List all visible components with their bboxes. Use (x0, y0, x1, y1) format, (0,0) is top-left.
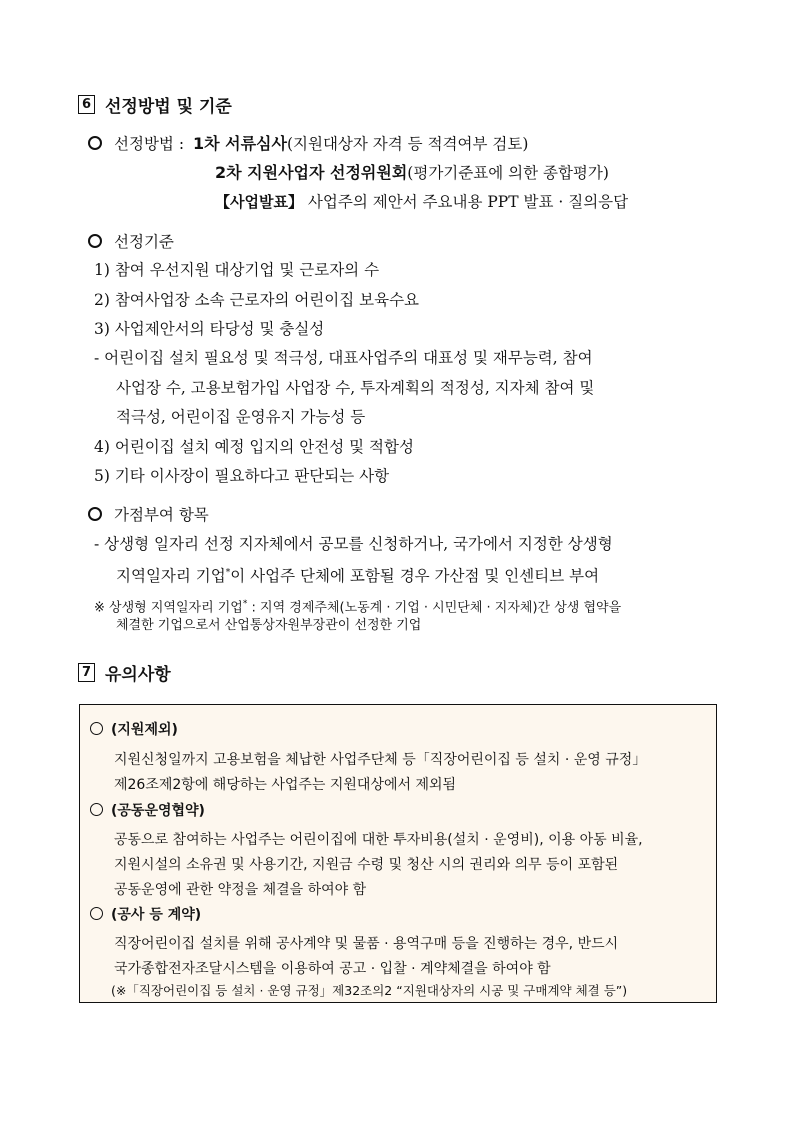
notice-box (79, 704, 717, 1003)
notice-heading-text: (공동운영협약) (111, 803, 205, 819)
criteria-item: 적극성, 어린이집 운영유지 가능성 등 (116, 408, 366, 426)
asterisk-superscript: * (242, 599, 248, 609)
circle-bullet-icon (88, 507, 102, 521)
section-6-title: 선정방법 및 기준 (105, 97, 232, 117)
section-number-box: 6 (78, 95, 95, 114)
circle-bullet-icon (88, 136, 102, 150)
method-step1-bold: 1차 서류심사 (192, 134, 287, 153)
bonus-line-1: - 상생형 일자리 선정 지자체에서 공모를 신청하거나, 국가에서 지정한 상생형 (94, 535, 613, 553)
notice-heading (90, 802, 205, 820)
notice-heading (90, 906, 201, 924)
notice-line: 공동운영에 관한 약정을 체결을 하여야 함 (114, 882, 367, 898)
section-7-heading (78, 660, 171, 685)
criteria-item: 3) 사업제안서의 타당성 및 충실성 (94, 320, 325, 338)
criteria-label-line (88, 232, 174, 252)
circle-bullet-icon (90, 907, 103, 920)
bonus-line-2 (116, 563, 599, 586)
notice-line: 지원신청일까지 고용보험을 체납한 사업주단체 등「직장어린이집 등 설치 · 운영 규정」 (114, 752, 647, 768)
method-step1-rest: (지원대상자 자격 등 적격여부 검토) (286, 135, 529, 153)
method-label: 선정방법 : (114, 135, 185, 153)
criteria-item: 5) 기타 이사장이 필요하다고 판단되는 사항 (94, 467, 390, 485)
asterisk-superscript: * (225, 568, 231, 578)
bonus-label: 가점부여 항목 (114, 506, 209, 524)
notice-heading-text: (공사 등 계약) (111, 907, 202, 923)
notice-line: 공동으로 참여하는 사업주는 어린이집에 대한 투자비용(설치 · 운영비), 이용 아동 비율, (114, 832, 643, 848)
method-step3-bold: 【사업발표】 (215, 193, 303, 211)
notice-line: 제26조제2항에 해당하는 사업주는 지원대상에서 제외됨 (114, 777, 457, 793)
method-line-2 (215, 163, 609, 183)
bonus-note-2: 체결한 기업으로서 산업통상자원부장관이 선정한 기업 (116, 618, 422, 633)
bonus-note-1a: ※ 상생형 지역일자리 기업 (94, 600, 243, 616)
method-step2-rest: (평가기준표에 의한 종합평가) (407, 164, 609, 182)
bonus-line-2a: 지역일자리 기업 (116, 567, 226, 586)
criteria-label: 선정기준 (114, 233, 174, 251)
notice-heading-text: (지원제외) (111, 722, 178, 738)
method-line-3 (215, 192, 628, 212)
bonus-line-2b: 이 사업주 단체에 포함될 경우 가산점 및 인센티브 부여 (230, 567, 600, 586)
method-line-1 (88, 134, 528, 154)
notice-footnote: (※「직장어린이집 등 설치 · 운영 규정」제32조의2 “지원대상자의 시공 및 구매계약 체결 등”) (111, 983, 628, 998)
method-step2-bold: 2차 지원사업자 선정위원회 (215, 163, 408, 182)
notice-line: 국가종합전자조달시스템을 이용하여 공고 · 입찰 · 계약체결을 하여야 함 (114, 961, 551, 977)
notice-line: 직장어린이집 설치를 위해 공사계약 및 물품 · 용역구매 등을 진행하는 경우, 반드시 (114, 936, 619, 952)
notice-heading (90, 721, 178, 739)
bonus-note-1b: : 지역 경제주체(노동계 · 기업 · 시민단체 · 지자체)간 상생 협약을 (247, 600, 622, 616)
bonus-note-1 (94, 594, 621, 618)
notice-line: 지원시설의 소유권 및 사용기간, 지원금 수령 및 청산 시의 권리와 의무 등이 포함된 (114, 857, 619, 873)
criteria-item: 4) 어린이집 설치 예정 입지의 안전성 및 적합성 (94, 438, 414, 456)
circle-bullet-icon (88, 234, 102, 248)
method-step3-rest: 사업주의 제안서 주요내용 PPT 발표 · 질의응답 (302, 193, 629, 211)
section-number-box: 7 (78, 663, 95, 682)
criteria-item: 사업장 수, 고용보험가입 사업장 수, 투자계획의 적정성, 지자체 참여 및 (116, 379, 595, 397)
section-7-title: 유의사항 (105, 665, 171, 685)
criteria-item: 2) 참여사업장 소속 근로자의 어린이집 보육수요 (94, 291, 420, 309)
circle-bullet-icon (90, 722, 103, 735)
criteria-item: - 어린이집 설치 필요성 및 적극성, 대표사업주의 대표성 및 재무능력, 참여 (94, 349, 593, 367)
criteria-item: 1) 참여 우선지원 대상기업 및 근로자의 수 (94, 261, 380, 279)
circle-bullet-icon (90, 803, 103, 816)
section-6-heading (78, 92, 232, 117)
bonus-label-line (88, 505, 209, 525)
